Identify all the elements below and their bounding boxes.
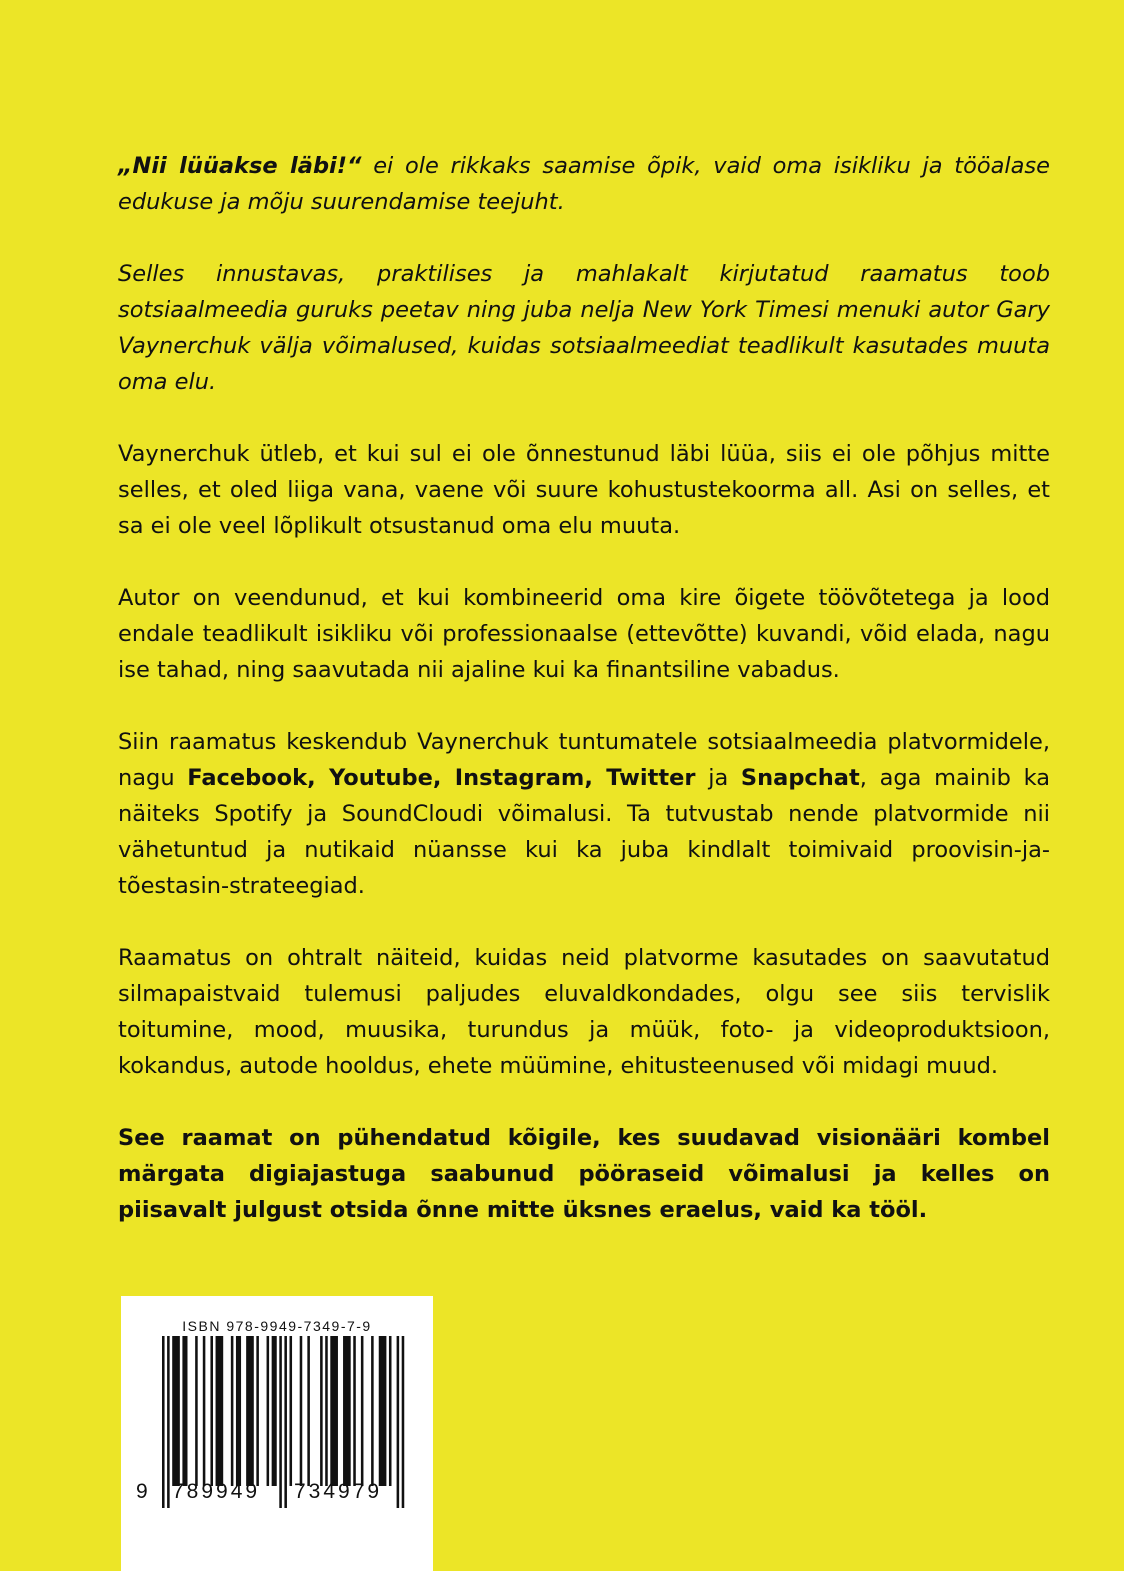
barcode-bar [210,1336,213,1486]
platforms-intro: Siin raamatus keskendub Vaynerchuk tuntumatele sotsiaalmeedia platvormidele, nagu [118,729,1050,791]
barcode-bar [267,1336,270,1486]
barcode-guard-bar [402,1336,405,1508]
barcode-bar [330,1336,338,1486]
barcode-bar [172,1336,180,1486]
barcode-guard-bar [279,1336,282,1508]
intro-rest: ei ole rikkaks saamise õpik, vaid oma isikliku ja tööalase edukuse ja mõju suurendamise teejuht. [118,153,1050,215]
barcode-panel [121,1296,433,1571]
barcode-bar [361,1336,364,1486]
barcode-bar [236,1336,241,1486]
barcode-bar [203,1336,206,1486]
barcode-bar [325,1336,328,1486]
book-title-quote: „Nii lüüakse läbi!“ [118,153,362,179]
barcode-bar [320,1336,323,1486]
blurb-paragraph-4: Autor on veendunud, et kui kombineerid oma kire õigete töövõtetega ja lood endale teadlikult isikliku või professionaalse (ettevõtte) kuvandi, võid elada, nagu ise tahad, ning saavutada nii ajaline kui ka finantsiline vabadus. [118,585,1050,683]
blurb-paragraph-3: Vaynerchuk ütleb, et kui sul ei ole õnnestunud läbi lüüa, siis ei ole põhjus mitte selles, et oled liiga vana, vaene või suure kohustustekoorma all. Asi on selles, et sa ei ole veel lõplikult otsustanud oma elu muuta. [118,441,1050,539]
barcode-bar [195,1336,198,1486]
barcode-bar [256,1336,259,1486]
barcode-bar [389,1336,392,1486]
barcode-guard-bar [162,1336,165,1508]
blurb-paragraph-5 [118,724,1050,904]
platforms-list: Facebook, Youtube, Instagram, Twitter [187,765,696,791]
platform-snapchat: Snapchat [740,765,860,791]
barcode-bar [343,1336,351,1486]
barcode-bar [371,1336,374,1486]
barcode-digit-first: 9 [136,1480,151,1503]
barcode-bar [231,1336,234,1486]
barcode-bar [307,1336,310,1486]
blurb-text [118,148,1050,1264]
platforms-rest: , aga mainib ka näiteks Spotify ja SoundCloudi võimalusi. Ta tutvustab nende platvormide nii vähetuntud ja nutikaid nüansse kui ka juba kindlalt toimivaid proovisin-ja-tõestasin-strateegiad. [118,765,1050,899]
blurb-paragraph-2: Selles innustavas, praktilises ja mahlakalt kirjutatud raamatus toob sotsiaalmeedia guruks peetav ning juba nelja New York Timesi menuki autor Gary Vaynerchuk välja võimalused, kuidas sotsiaalmeediat teadlikult kasutades muuta oma elu. [118,261,1050,395]
blurb-paragraph-dedication: See raamat on pühendatud kõigile, kes suudavad visionääri kombel märgata digiajastuga saabunud pööraseid võimalusi ja kelles on piisavalt julgust otsida õnne mitte üksnes eraelus, vaid ka tööl. [118,1125,1050,1223]
barcode-bar [379,1336,387,1486]
barcode-guard-bar [167,1336,170,1508]
barcode-bar [353,1336,356,1486]
isbn-label: ISBN 978-9949-7349-7-9 [182,1318,372,1334]
barcode-digits-right: 734979 [294,1480,383,1503]
barcode-guard-bar [397,1336,400,1508]
barcode-digits-left: 789949 [172,1480,261,1503]
barcode-bar [300,1336,303,1486]
barcode-bar [216,1336,224,1486]
barcode-bar [246,1336,254,1486]
barcode-bar [272,1336,277,1486]
platforms-and: ja [695,765,741,791]
barcode-bar [182,1336,187,1486]
blurb-paragraph-6: Raamatus on ohtralt näiteid, kuidas neid platvorme kasutades on saavutatud silmapaistvaid tulemusi paljudes eluvaldkondades, olgu see siis tervislik toitumine, mood, muusika, turundus ja müük, foto- ja videoproduktsioon, kokandus, autode hooldus, ehete müümine, ehitusteenused või midagi muud. [118,945,1050,1079]
barcode [121,1296,433,1571]
blurb-paragraph-intro [118,148,1050,220]
barcode-guard-bar [284,1336,287,1508]
barcode-bar [290,1336,293,1486]
